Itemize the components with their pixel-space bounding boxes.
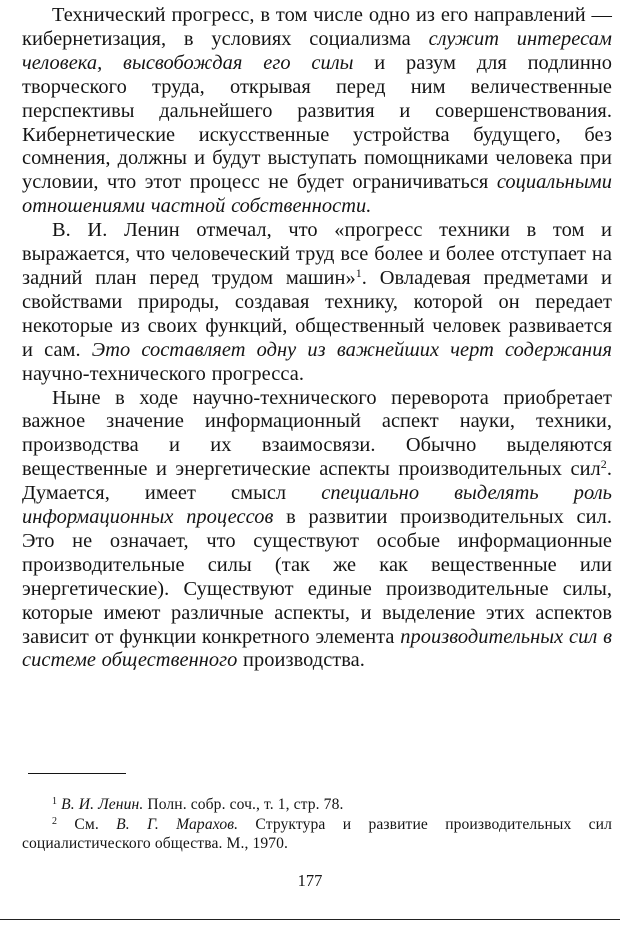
footnotes bbox=[22, 795, 612, 854]
italic-text-segment: Это составляет одну из важнейших черт содержания bbox=[91, 338, 612, 361]
body-paragraph-1 bbox=[22, 4, 612, 219]
italic-text-segment: социальными отношениями частной собственности. bbox=[22, 171, 612, 218]
italic-text-segment: служит интересам человека, высвобождая его силы bbox=[22, 27, 613, 74]
body-paragraph-3 bbox=[22, 387, 612, 674]
footnote-marker: 2 bbox=[600, 457, 607, 472]
footnote-marker: 1 bbox=[52, 796, 58, 807]
text-segment: См. bbox=[57, 815, 117, 833]
text-segment: в развитии производительных сил. Это не означает, что существуют особые информационные производительные силы (так же как вещественные или энергетические). Существуют единые производительные силы, которые имеют различные аспекты, и выделение этих аспектов зависит от функции конкретного элемента bbox=[22, 506, 612, 648]
page-body bbox=[22, 4, 612, 673]
footnote-2 bbox=[22, 815, 612, 854]
italic-text-segment: В. И. Ленин. bbox=[61, 796, 144, 813]
footnote-separator bbox=[28, 773, 126, 774]
text-segment: В. И. Ленин отмечал, что «прогресс техники в том и выражается, что человеческий труд все более и более отступает на задний план перед трудом машин» bbox=[22, 219, 612, 289]
italic-text-segment: специально выделять роль информационных процессов bbox=[22, 482, 612, 529]
page-bottom-edge bbox=[0, 919, 620, 920]
footnote-marker: 1 bbox=[355, 265, 362, 280]
text-segment: . Думается, имеет смысл bbox=[22, 458, 612, 505]
text-segment: Структура и развитие производительных сил социалистического общества. М., 1970. bbox=[22, 815, 613, 852]
text-segment: производства. bbox=[237, 649, 365, 672]
footnote-marker: 2 bbox=[52, 815, 58, 827]
text-segment: Технический прогресс, в том числе одно из его направлений — кибернетизация, в условиях социализма bbox=[22, 4, 612, 50]
text-segment: и разум для подлинно творческого труда, открывая перед ним величественные перспективы дальнейшего развития и совершенствования. Кибернетические искусственные устройства будущего, без сомнения, должны и будут выступать помощниками человека при условии, что этот процесс не будет ограничиваться bbox=[22, 51, 612, 194]
page-number: 177 bbox=[297, 871, 323, 890]
text-segment: Ныне в ходе научно-технического переворота приобретает важное значение информационный аспект науки, техники, производства и их взаимосвязи. Обычно выделяются вещественные и энергетические аспекты производительных сил bbox=[22, 386, 612, 481]
text-segment: . Овладевая предметами и свойствами природы, создавая технику, которой он передает некоторые из своих функций, общественный человек развивается и сам. bbox=[22, 266, 612, 361]
body-paragraph-2 bbox=[22, 219, 612, 386]
text-segment: научно-технического прогресса. bbox=[22, 362, 304, 385]
text-segment: Полн. собр. соч., т. 1, стр. 78. bbox=[143, 796, 344, 813]
footnote-1 bbox=[22, 795, 612, 815]
italic-text-segment: В. Г. Марахов. bbox=[116, 815, 239, 833]
italic-text-segment: производительных сил в системе общественного bbox=[22, 625, 612, 672]
